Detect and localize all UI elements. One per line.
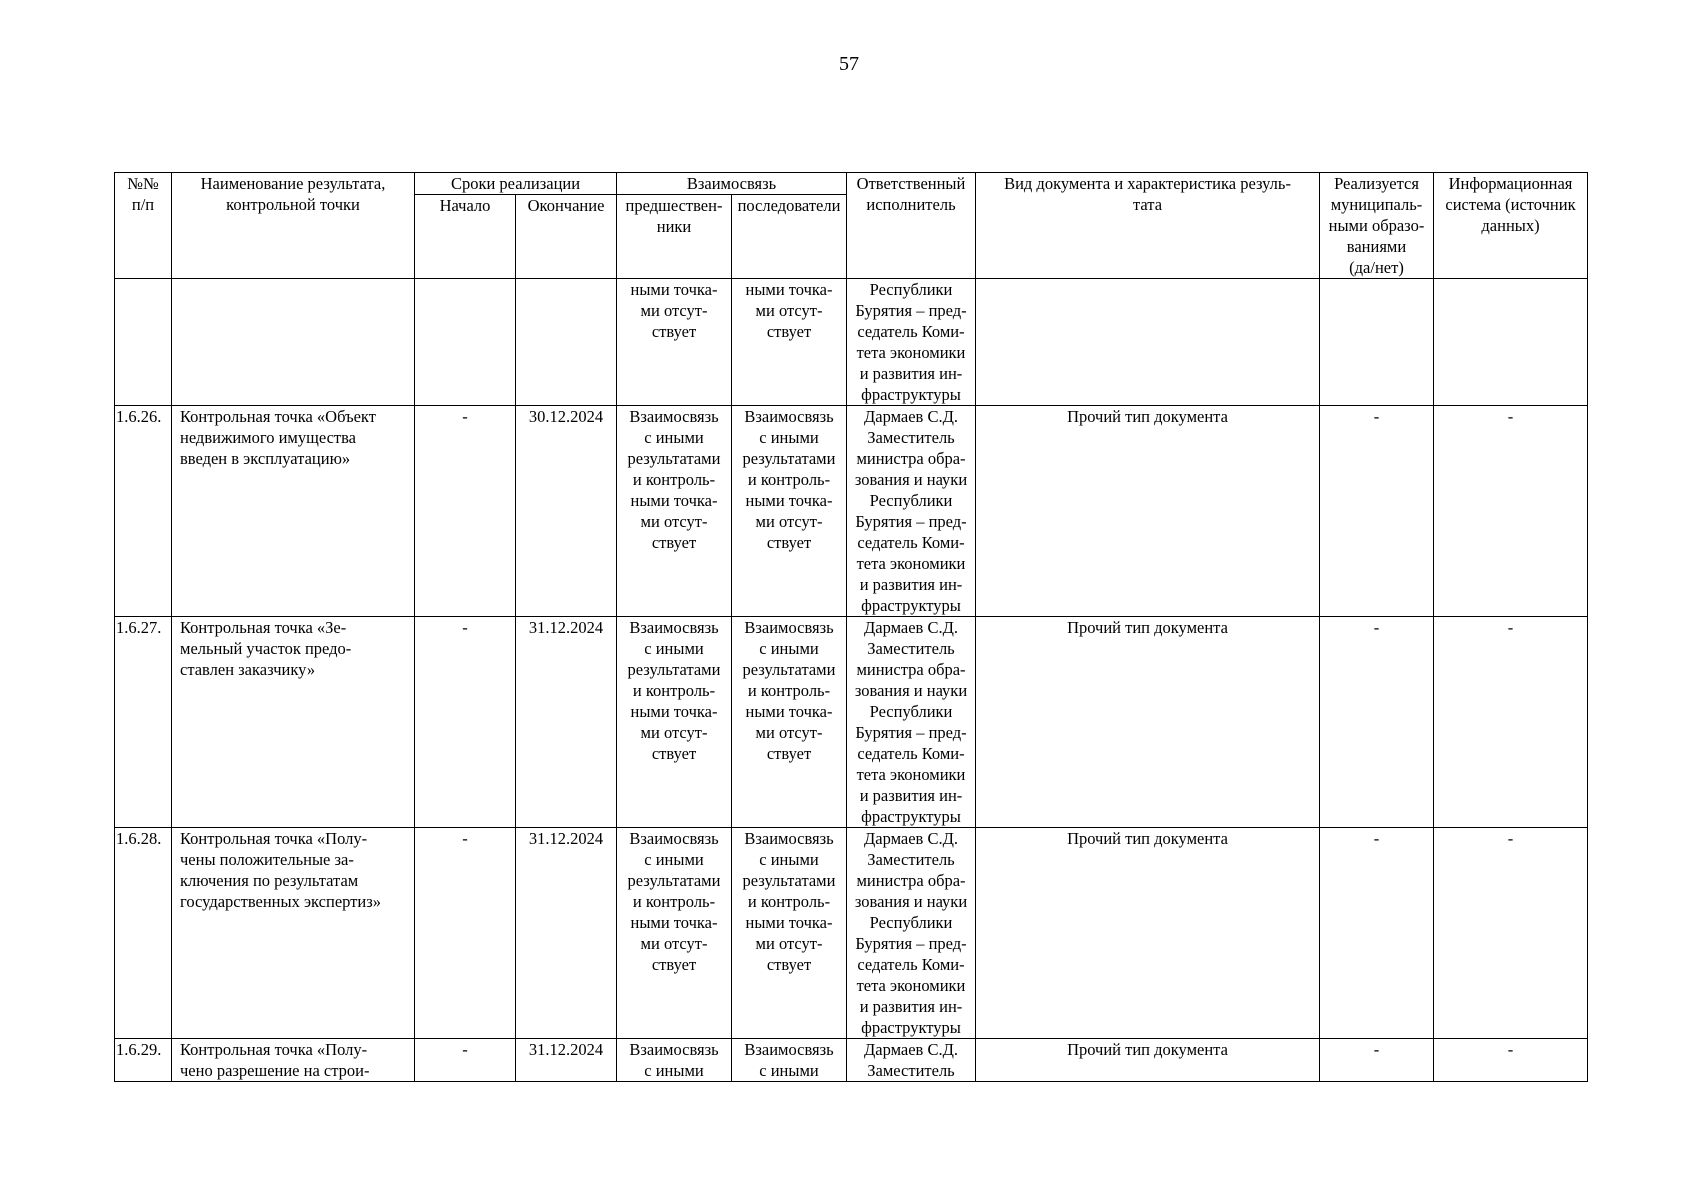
cell-line: седатель Коми- bbox=[857, 744, 965, 763]
cell-responsible bbox=[847, 617, 976, 828]
cell-predecessors bbox=[617, 279, 732, 406]
cell-line: министра обра- bbox=[856, 449, 966, 468]
table-row-continuation bbox=[115, 279, 1588, 406]
cell-municipal bbox=[1320, 279, 1434, 406]
cell-line: зования и науки bbox=[854, 681, 968, 700]
cell-line: и контроль- bbox=[747, 892, 831, 911]
cell-line: Бурятия – пред- bbox=[855, 512, 967, 531]
header-successors: последователи bbox=[732, 195, 847, 279]
cell-line: ствует bbox=[651, 744, 697, 763]
cell-line: Взаимосвязь bbox=[629, 1040, 719, 1059]
cell-doc-type: Прочий тип документа bbox=[976, 1039, 1320, 1082]
cell-responsible bbox=[847, 828, 976, 1039]
header-responsible bbox=[847, 173, 976, 279]
cell-municipal: - bbox=[1320, 1039, 1434, 1082]
cell-line: седатель Коми- bbox=[857, 322, 965, 341]
cell-line: Вид документа и характеристика резуль- bbox=[1004, 174, 1291, 193]
cell-line: и контроль- bbox=[632, 470, 716, 489]
cell-line: Заместитель bbox=[867, 428, 955, 447]
cell-line: и контроль- bbox=[632, 892, 716, 911]
cell-start: - bbox=[415, 406, 516, 617]
cell-municipal: - bbox=[1320, 406, 1434, 617]
cell-line: Бурятия – пред- bbox=[855, 934, 967, 953]
cell-line: с иными bbox=[644, 850, 704, 869]
cell-name bbox=[172, 617, 415, 828]
cell-end bbox=[516, 279, 617, 406]
cell-line: Заместитель bbox=[867, 1061, 955, 1080]
cell-predecessors bbox=[617, 828, 732, 1039]
cell-line: муниципаль- bbox=[1330, 195, 1423, 214]
cell-line: результатами bbox=[627, 449, 721, 468]
header-num bbox=[115, 173, 172, 279]
cell-line: чено разрешение на строи- bbox=[180, 1061, 370, 1080]
cell-line: ствует bbox=[766, 322, 812, 341]
cell-predecessors bbox=[617, 1039, 732, 1082]
cell-line: Информационная bbox=[1448, 174, 1573, 193]
cell-line: ники bbox=[656, 217, 692, 237]
cell-doc-type: Прочий тип документа bbox=[976, 617, 1320, 828]
cell-line: ми отсут- bbox=[755, 723, 823, 742]
table-row bbox=[115, 617, 1588, 828]
cell-line: Республики bbox=[869, 913, 953, 932]
cell-line: ми отсут- bbox=[640, 301, 708, 320]
cell-successors bbox=[732, 617, 847, 828]
cell-line: недвижимого имущества bbox=[180, 428, 356, 447]
cell-line: ными точка- bbox=[630, 491, 718, 510]
cell-name bbox=[172, 828, 415, 1039]
cell-line: и развития ин- bbox=[859, 997, 963, 1016]
cell-line: ными точка- bbox=[745, 280, 833, 299]
cell-line: ключения по результатам bbox=[180, 871, 359, 890]
cell-line: ными точка- bbox=[745, 491, 833, 510]
cell-line: Бурятия – пред- bbox=[855, 301, 967, 320]
cell-line: предшествен- bbox=[625, 196, 723, 216]
cell-line: Взаимосвязь bbox=[629, 407, 719, 426]
cell-successors bbox=[732, 279, 847, 406]
cell-line: Республики bbox=[869, 280, 953, 299]
cell-line: Контрольная точка «Полу- bbox=[180, 1040, 368, 1059]
cell-line: ми отсут- bbox=[640, 512, 708, 531]
cell-line: Ответственный bbox=[856, 174, 966, 193]
cell-line: с иными bbox=[759, 850, 819, 869]
cell-num: 1.6.29. bbox=[115, 1039, 172, 1082]
cell-line: фраструктуры bbox=[861, 385, 961, 404]
cell-line: мельный участок предо- bbox=[180, 639, 352, 658]
cell-line: чены положительные за- bbox=[180, 850, 354, 869]
cell-line: и развития ин- bbox=[859, 575, 963, 594]
cell-line: и контроль- bbox=[747, 470, 831, 489]
cell-line: Бурятия – пред- bbox=[855, 723, 967, 742]
header-predecessors bbox=[617, 195, 732, 279]
cell-line: ствует bbox=[651, 533, 697, 552]
cell-line: результатами bbox=[627, 660, 721, 679]
header-row-1 bbox=[115, 173, 1588, 195]
header-end: Окончание bbox=[516, 195, 617, 279]
cell-line: Дармаев С.Д. bbox=[864, 618, 958, 637]
cell-line: Заместитель bbox=[867, 850, 955, 869]
cell-responsible bbox=[847, 279, 976, 406]
cell-info-system: - bbox=[1434, 1039, 1588, 1082]
cell-line: результатами bbox=[742, 871, 836, 890]
cell-line: тата bbox=[1132, 195, 1163, 214]
cell-info-system bbox=[1434, 279, 1588, 406]
cell-successors bbox=[732, 1039, 847, 1082]
cell-line: тета экономики bbox=[856, 343, 966, 362]
cell-line: п/п bbox=[131, 195, 155, 214]
cell-line: и контроль- bbox=[747, 681, 831, 700]
cell-line: ными точка- bbox=[630, 702, 718, 721]
cell-line: тета экономики bbox=[856, 554, 966, 573]
cell-line: зования и науки bbox=[854, 470, 968, 489]
cell-line: ными образо- bbox=[1328, 216, 1425, 235]
plan-table bbox=[114, 172, 1588, 1082]
cell-line: Контрольная точка «Объект bbox=[180, 407, 376, 426]
cell-line: фраструктуры bbox=[861, 1018, 961, 1037]
cell-line: с иными bbox=[759, 1061, 819, 1080]
cell-doc-type: Прочий тип документа bbox=[976, 828, 1320, 1039]
cell-line: ваниями bbox=[1346, 237, 1407, 256]
cell-line: ми отсут- bbox=[755, 934, 823, 953]
cell-line: ными точка- bbox=[630, 913, 718, 932]
cell-line: с иными bbox=[644, 639, 704, 658]
cell-doc-type bbox=[976, 279, 1320, 406]
cell-line: зования и науки bbox=[854, 892, 968, 911]
header-municipal bbox=[1320, 173, 1434, 279]
cell-line: система (источник bbox=[1445, 195, 1576, 214]
table-row bbox=[115, 1039, 1588, 1082]
cell-start: - bbox=[415, 828, 516, 1039]
cell-responsible bbox=[847, 1039, 976, 1082]
cell-line: №№ bbox=[127, 174, 159, 193]
cell-line: ными точка- bbox=[745, 913, 833, 932]
cell-line: Взаимосвязь bbox=[744, 618, 834, 637]
cell-start: - bbox=[415, 617, 516, 828]
header-info-system bbox=[1434, 173, 1588, 279]
cell-responsible bbox=[847, 406, 976, 617]
cell-line: Дармаев С.Д. bbox=[864, 829, 958, 848]
header-name bbox=[172, 173, 415, 279]
cell-line: исполнитель bbox=[866, 195, 956, 214]
cell-line: ствует bbox=[651, 322, 697, 341]
cell-doc-type: Прочий тип документа bbox=[976, 406, 1320, 617]
cell-line: Реализуется bbox=[1334, 174, 1419, 193]
cell-start bbox=[415, 279, 516, 406]
cell-line: ми отсут- bbox=[755, 512, 823, 531]
cell-line: Заместитель bbox=[867, 639, 955, 658]
cell-line: фраструктуры bbox=[861, 807, 961, 826]
cell-num: 1.6.28. bbox=[115, 828, 172, 1039]
cell-line: Взаимосвязь bbox=[629, 829, 719, 848]
cell-line: результатами bbox=[627, 871, 721, 890]
cell-start: - bbox=[415, 1039, 516, 1082]
cell-predecessors bbox=[617, 406, 732, 617]
cell-line: и контроль- bbox=[632, 681, 716, 700]
header-doc-type bbox=[976, 173, 1320, 279]
cell-line: тета экономики bbox=[856, 765, 966, 784]
cell-line: ствует bbox=[766, 533, 812, 552]
cell-line: результатами bbox=[742, 660, 836, 679]
cell-line: седатель Коми- bbox=[857, 533, 965, 552]
cell-line: Взаимосвязь bbox=[744, 1040, 834, 1059]
cell-line: Взаимосвязь bbox=[744, 829, 834, 848]
cell-line: министра обра- bbox=[856, 660, 966, 679]
table-row bbox=[115, 406, 1588, 617]
cell-line: ствует bbox=[766, 955, 812, 974]
cell-line: и развития ин- bbox=[859, 364, 963, 383]
cell-line: Республики bbox=[869, 702, 953, 721]
cell-num: 1.6.26. bbox=[115, 406, 172, 617]
cell-line: контрольной точки bbox=[226, 195, 360, 214]
header-start: Начало bbox=[415, 195, 516, 279]
cell-info-system: - bbox=[1434, 828, 1588, 1039]
cell-line: государственных экспертиз» bbox=[180, 892, 381, 911]
cell-num: 1.6.27. bbox=[115, 617, 172, 828]
cell-line: Контрольная точка «Зе- bbox=[180, 618, 347, 637]
cell-line: ствует bbox=[651, 955, 697, 974]
cell-line: (да/нет) bbox=[1349, 258, 1404, 277]
header-terms: Сроки реализации bbox=[415, 173, 617, 195]
cell-municipal: - bbox=[1320, 828, 1434, 1039]
cell-line: седатель Коми- bbox=[857, 955, 965, 974]
cell-line: и развития ин- bbox=[859, 786, 963, 805]
cell-line: фраструктуры bbox=[861, 596, 961, 615]
cell-line: ными точка- bbox=[630, 280, 718, 299]
cell-line: Дармаев С.Д. bbox=[864, 1040, 958, 1059]
cell-info-system: - bbox=[1434, 406, 1588, 617]
cell-info-system: - bbox=[1434, 617, 1588, 828]
cell-line: введен в эксплуатацию» bbox=[180, 449, 351, 468]
cell-line: ставлен заказчику» bbox=[180, 660, 316, 679]
cell-line: с иными bbox=[759, 639, 819, 658]
cell-line: Дармаев С.Д. bbox=[864, 407, 958, 426]
cell-num bbox=[115, 279, 172, 406]
cell-successors bbox=[732, 828, 847, 1039]
cell-name bbox=[172, 406, 415, 617]
table-row bbox=[115, 828, 1588, 1039]
cell-end: 31.12.2024 bbox=[516, 828, 617, 1039]
cell-municipal: - bbox=[1320, 617, 1434, 828]
cell-line: Наименование результата, bbox=[200, 174, 386, 193]
cell-successors bbox=[732, 406, 847, 617]
cell-end: 31.12.2024 bbox=[516, 1039, 617, 1082]
cell-line: ствует bbox=[766, 744, 812, 763]
cell-line: результатами bbox=[742, 449, 836, 468]
cell-end: 31.12.2024 bbox=[516, 617, 617, 828]
cell-end: 30.12.2024 bbox=[516, 406, 617, 617]
cell-line: с иными bbox=[759, 428, 819, 447]
cell-predecessors bbox=[617, 617, 732, 828]
cell-name bbox=[172, 1039, 415, 1082]
cell-name bbox=[172, 279, 415, 406]
cell-line: ными точка- bbox=[745, 702, 833, 721]
page-number: 57 bbox=[839, 53, 859, 75]
cell-line: с иными bbox=[644, 428, 704, 447]
cell-line: ми отсут- bbox=[640, 723, 708, 742]
cell-line: ми отсут- bbox=[755, 301, 823, 320]
cell-line: Взаимосвязь bbox=[629, 618, 719, 637]
cell-line: с иными bbox=[644, 1061, 704, 1080]
cell-line: Контрольная точка «Полу- bbox=[180, 829, 368, 848]
cell-line: министра обра- bbox=[856, 871, 966, 890]
cell-line: Республики bbox=[869, 491, 953, 510]
cell-line: Взаимосвязь bbox=[744, 407, 834, 426]
cell-line: ми отсут- bbox=[640, 934, 708, 953]
header-relation: Взаимосвязь bbox=[617, 173, 847, 195]
cell-line: данных) bbox=[1481, 216, 1540, 235]
cell-line: тета экономики bbox=[856, 976, 966, 995]
